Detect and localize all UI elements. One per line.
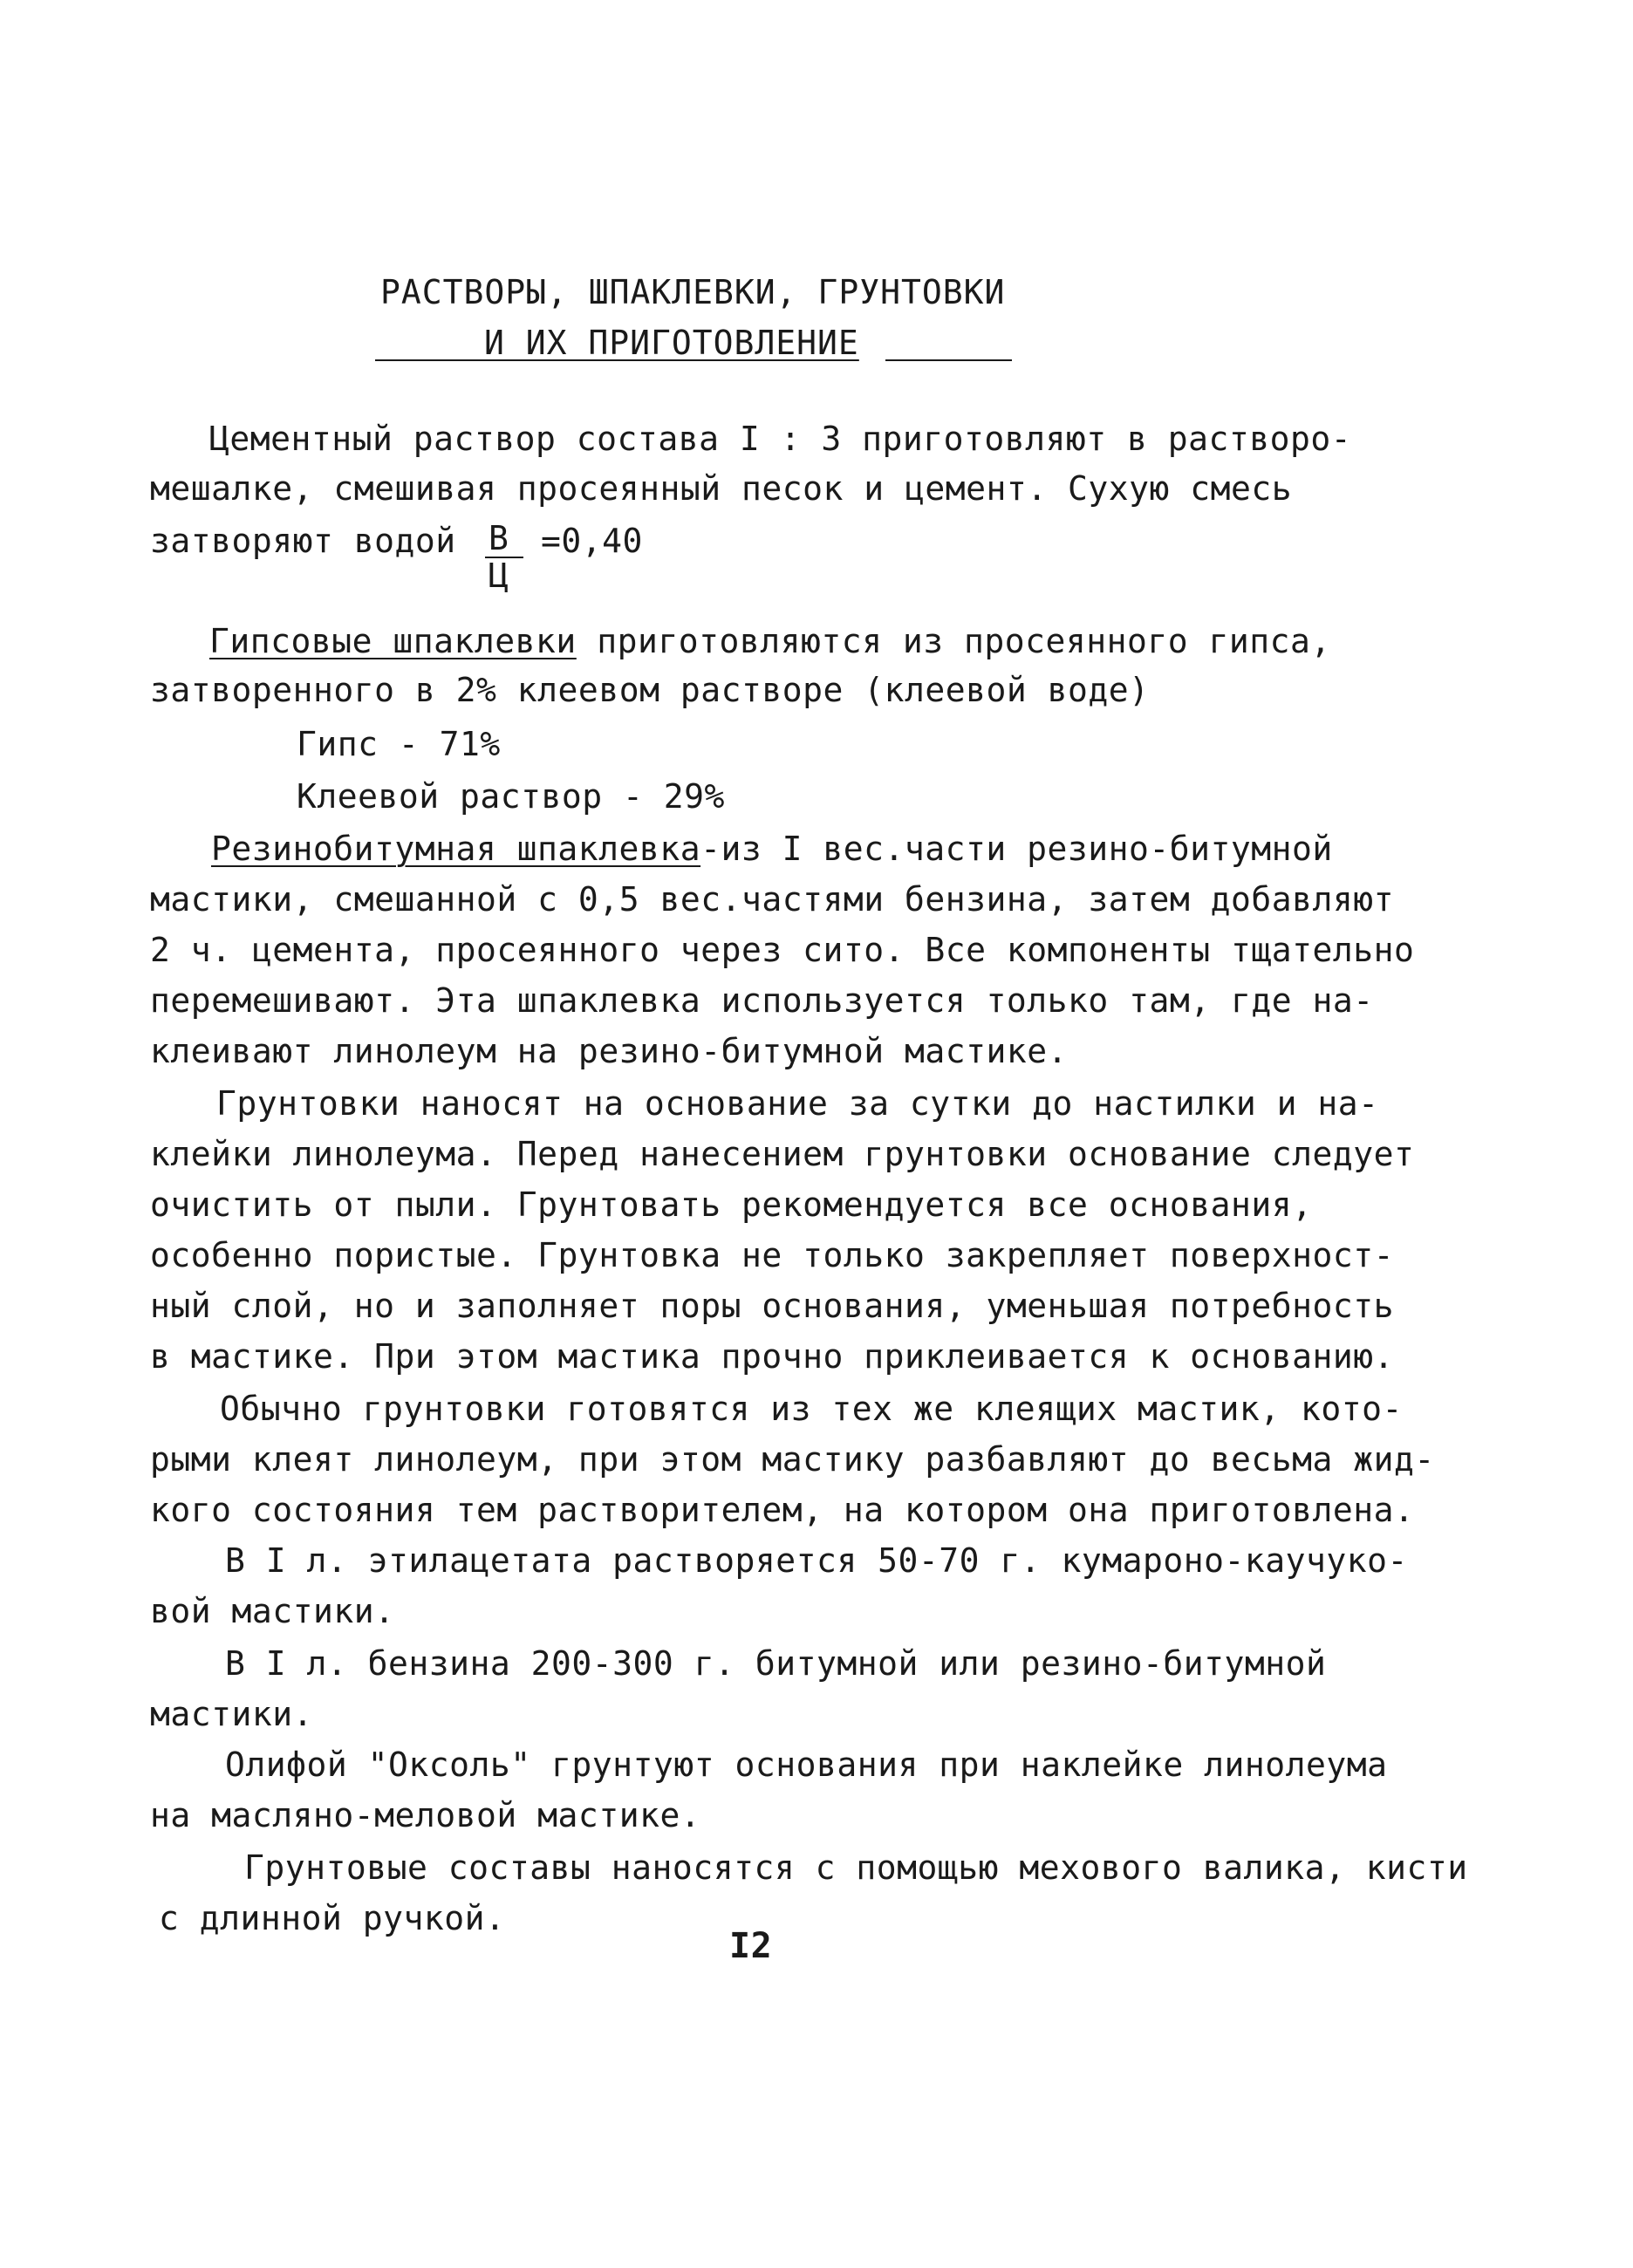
cement-paragraph-line-1: Цементный раствор состава I : 3 приготовляют в растворо-	[209, 420, 1352, 458]
page-title-line-2: И ИХ ПРИГОТОВЛЕНИЕ	[484, 324, 859, 362]
rubber-paragraph-line-3: 2 ч. цемента, просеянного через сито. Все компоненты тщательно	[150, 931, 1415, 969]
water-cement-ratio-value: =0,40	[541, 522, 643, 560]
gypsum-term: Гипсовые шпаклевки	[209, 622, 577, 660]
ethyl-paragraph-line-2: вой мастики.	[150, 1592, 395, 1630]
rubber-paragraph-line-4: перемешивают. Эта шпаклевка используется только там, где на-	[150, 981, 1374, 1020]
oxol-paragraph-line-2: на масляно-меловой мастике.	[150, 1796, 701, 1834]
gypsum-paragraph-line-2: затворенного в 2% клеевом растворе (клеевой воде)	[150, 671, 1150, 709]
benzine-paragraph-line-1: В I л. бензина 200-300 г. битумной или резино-битумной	[225, 1644, 1327, 1683]
apply-paragraph-line-1: Грунтовые составы наносятся с помощью мехового валика, кисти	[244, 1848, 1468, 1887]
rubber-paragraph-line-5: клеивают линолеум на резино-битумной мастике.	[150, 1032, 1069, 1070]
water-cement-ratio-numerator: В	[489, 519, 509, 557]
apply-paragraph-line-2: с длинной ручкой.	[159, 1899, 506, 1937]
usually-paragraph-line-2: рыми клеят линолеум, при этом мастику разбавляют до весьма жид-	[150, 1440, 1435, 1479]
gypsum-component-item: Гипс - 71%	[297, 725, 501, 763]
rubber-line-1-rest: -из I вес.части резино-битумной	[700, 830, 1333, 868]
primers-paragraph-line-4: особенно пористые. Грунтовка не только закрепляет поверхност-	[150, 1236, 1395, 1274]
primers-paragraph-line-6: в мастике. При этом мастика прочно приклеивается к основанию.	[150, 1337, 1395, 1376]
primers-paragraph-line-1: Грунтовки наносят на основание за сутки до настилки и на-	[216, 1084, 1379, 1123]
gypsum-paragraph-line-1	[209, 621, 1331, 661]
benzine-paragraph-line-2: мастики.	[150, 1695, 314, 1733]
water-cement-ratio-denominator: Ц	[489, 557, 509, 595]
usually-paragraph-line-3: кого состояния тем растворителем, на котором она приготовлена.	[150, 1491, 1415, 1529]
rubber-paragraph-line-2: мастики, смешанной с 0,5 вес.частями бензина, затем добавляют	[150, 880, 1395, 919]
page-title-line-1: РАСТВОРЫ, ШПАКЛЕВКИ, ГРУНТОВКИ	[380, 273, 1006, 311]
rubber-term: Резинобитумная шпаклевка	[211, 830, 701, 868]
rubber-paragraph-line-1	[211, 829, 1333, 869]
primers-paragraph-line-2: клейки линолеума. Перед нанесением грунтовки основание следует	[150, 1135, 1415, 1173]
usually-paragraph-line-1: Обычно грунтовки готовятся из тех же клеящих мастик, кото-	[220, 1390, 1403, 1428]
primers-paragraph-line-5: ный слой, но и заполняет поры основания, уменьшая потребность	[150, 1287, 1395, 1325]
gypsum-line-1-rest: приготовляются из просеянного гипса,	[576, 622, 1331, 660]
ethyl-paragraph-line-1: В I л. этилацетата растворяется 50-70 г. кумароно-каучуко-	[225, 1541, 1408, 1580]
oxol-paragraph-line-1: Олифой "Оксоль" грунтуют основания при наклейке линолеума	[225, 1745, 1388, 1784]
glue-solution-component-item: Клеевой раствор - 29%	[297, 777, 725, 816]
cement-paragraph-line-2: мешалке, смешивая просеянный песок и цемент. Сухую смесь	[150, 469, 1293, 508]
primers-paragraph-line-3: очистить от пыли. Грунтовать рекомендуется все основания,	[150, 1185, 1313, 1224]
cement-paragraph-line-3: затворяют водой	[150, 522, 456, 560]
title-rule-right	[885, 359, 1012, 361]
title-rule-left	[375, 359, 484, 361]
page-number: I2	[729, 1926, 773, 1966]
